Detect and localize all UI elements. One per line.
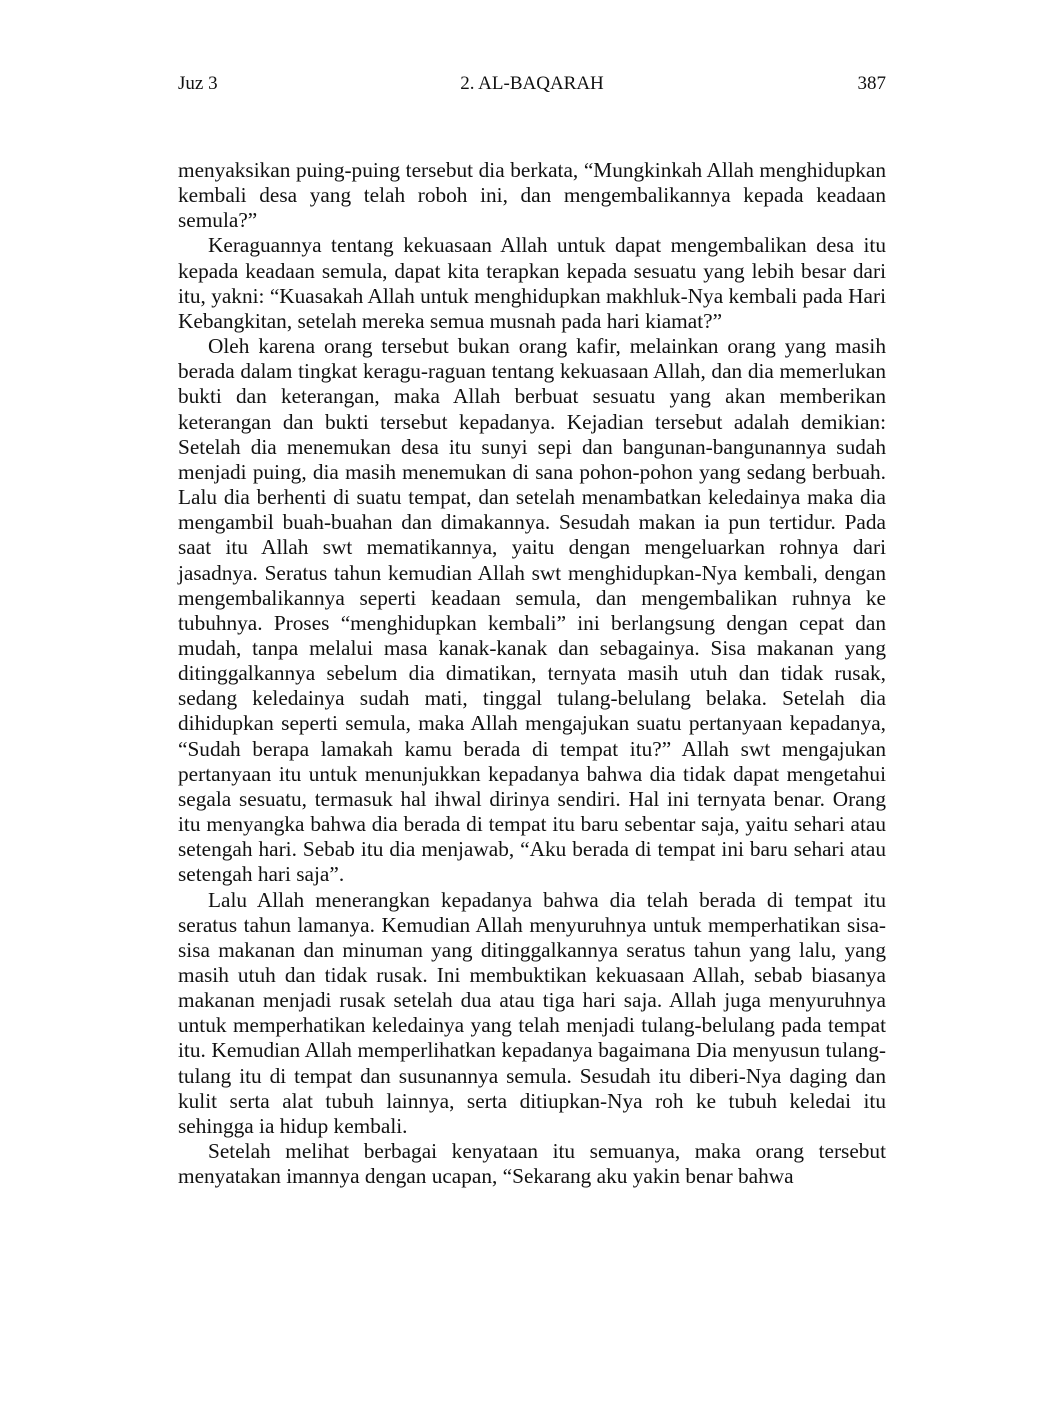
body-text [178,158,886,1189]
juz-label: Juz 3 [178,73,218,94]
paragraph-continuation: menyaksikan puing-puing tersebut dia berkata, “Mungkinkah Allah menghidupkan kembali desa yang telah roboh ini, dan mengembalikannya kepada keadaan semula?” [178,158,886,233]
page-number: 387 [857,73,886,94]
surah-title: 2. AL-BAQARAH [460,73,604,94]
page-header [178,72,886,102]
paragraph: Keraguannya tentang kekuasaan Allah untuk dapat mengembalikan desa itu kepada keadaan semula, dapat kita terapkan kepada sesuatu yang lebih besar dari itu, yakni: “Kuasakah Allah untuk menghidupkan makhluk-Nya kembali pada Hari Kebangkitan, setelah mereka semua musnah pada hari kiamat?” [178,233,886,333]
paragraph: Setelah melihat berbagai kenyataan itu semuanya, maka orang tersebut menyatakan imannya dengan ucapan, “Sekarang aku yakin benar bahwa [178,1139,886,1189]
paragraph: Oleh karena orang tersebut bukan orang kafir, melainkan orang yang masih berada dalam tingkat keragu-raguan tentang kekuasaan Allah, dan dia memerlukan bukti dan keterangan, maka Allah berbuat sesuatu yang akan memberikan keterangan dan bukti tersebut kepadanya. Kejadian tersebut adalah demikian: Setelah dia menemukan desa itu sunyi sepi dan bangunan-bangunannya sudah menjadi puing, dia masih menemukan di sana pohon-pohon yang sedang berbuah. Lalu dia berhenti di suatu tempat, dan setelah menambatkan keledainya maka dia mengambil buah-buahan dan dimakannya. Sesudah makan ia pun tertidur. Pada saat itu Allah swt mematikannya, yaitu dengan mengeluarkan rohnya dari jasadnya. Seratus tahun kemudian Allah swt menghidupkan-Nya kembali, dengan mengembalikannya seperti keadaan semula, dan mengembalikan ruhnya ke tubuhnya. Proses “menghidupkan kembali” ini berlangsung dengan cepat dan mudah, tanpa melalui masa kanak-kanak dan sebagainya. Sisa makanan yang ditinggalkannya sebelum dia dimatikan, ternyata masih utuh dan tidak rusak, sedang keledainya sudah mati, tinggal tulang-belulang belaka. Setelah dia dihidupkan seperti semula, maka Allah mengajukan suatu pertanyaan kepadanya, “Sudah berapa lamakah kamu berada di tempat itu?” Allah swt mengajukan pertanyaan itu untuk menunjukkan kepadanya bahwa dia tidak dapat mengetahui segala sesuatu, termasuk hal ihwal dirinya sendiri. Hal ini ternyata benar. Orang itu menyangka bahwa dia berada di tempat itu baru sebentar saja, yaitu sehari atau setengah hari. Sebab itu dia menjawab, “Aku berada di tempat ini baru sehari atau setengah hari saja”. [178,334,886,887]
paragraph: Lalu Allah menerangkan kepadanya bahwa dia telah berada di tempat itu seratus tahun lamanya. Kemudian Allah menyuruhnya untuk memperhatikan sisa-sisa makanan dan minuman yang ditinggalkannya seratus tahun yang lalu, yang masih utuh dan tidak rusak. Ini membuktikan kekuasaan Allah, sebab biasanya makanan menjadi rusak setelah dua atau tiga hari saja. Allah juga menyuruhnya untuk memperhatikan keledainya yang telah menjadi tulang-belulang pada tempat itu. Kemudian Allah memperlihatkan kepadanya bagaimana Dia menyusun tulang-tulang itu di tempat dan susunannya semula. Sesudah itu diberi-Nya daging dan kulit serta alat tubuh lainnya, serta ditiupkan-Nya roh ke tubuh keledai itu sehingga ia hidup kembali. [178,887,886,1138]
